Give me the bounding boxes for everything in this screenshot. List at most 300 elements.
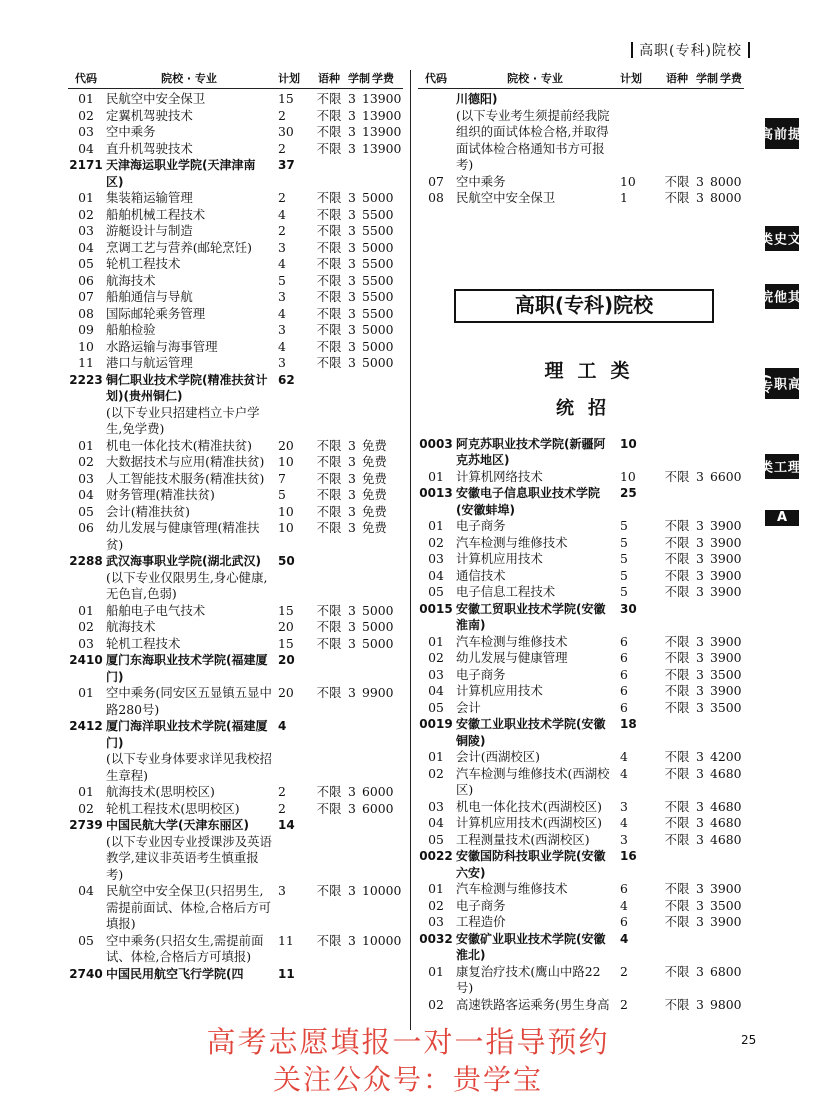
cell-lang: 不限	[316, 470, 342, 486]
col-plan: 计划	[620, 72, 642, 85]
major-row	[418, 749, 744, 766]
cell-years: 3	[696, 897, 704, 913]
cell-fee: 4680	[710, 765, 742, 781]
cell-lang: 不限	[664, 633, 690, 649]
cell-fee: 5000	[362, 190, 394, 205]
cell-name: 计算机应用技术	[456, 683, 543, 698]
cell-code: 03	[78, 223, 94, 238]
major-row	[418, 766, 744, 799]
cell-code: 05	[428, 831, 444, 847]
major-row	[418, 634, 744, 651]
cell-lang: 不限	[664, 765, 690, 781]
cell-code: 02	[428, 534, 444, 550]
cell-lang: 不限	[316, 454, 342, 469]
cell-code: 04	[78, 239, 94, 255]
cell-code: 03	[78, 635, 94, 651]
cell-years: 3	[348, 437, 356, 453]
cell-plan: 20	[278, 653, 295, 667]
col-fee: 学费	[372, 72, 394, 85]
major-row	[418, 832, 744, 849]
major-row	[68, 108, 403, 125]
cell-fee: 4680	[710, 798, 742, 814]
cell-years: 3	[696, 831, 704, 847]
cell-code: 02	[78, 454, 94, 469]
cell-code: 02	[428, 996, 444, 1012]
right-column	[418, 70, 744, 1013]
cell-name: 游艇设计与制造	[106, 223, 193, 238]
cell-name: 安徽工贸职业技术学院(安徽淮南)	[456, 601, 606, 632]
cell-fee: 8000	[710, 173, 742, 189]
school-row	[418, 848, 744, 881]
major-row	[68, 91, 403, 108]
cell-code: 2288	[69, 554, 103, 568]
cell-lang: 不限	[316, 520, 342, 535]
cell-name: 船舶电子电气技术	[106, 602, 206, 618]
cell-lang: 不限	[664, 897, 690, 913]
cell-fee: 5000	[362, 338, 394, 354]
cell-name: 定翼机驾驶技术	[106, 107, 193, 123]
major-row	[418, 190, 744, 207]
cell-fee: 4680	[710, 815, 742, 830]
cell-fee: 13900	[362, 140, 402, 156]
cell-years: 3	[348, 883, 356, 898]
cell-plan: 4	[278, 338, 286, 354]
cell-fee: 10000	[362, 883, 402, 898]
major-row	[418, 964, 744, 997]
major-row	[418, 997, 744, 1014]
cell-code: 09	[78, 322, 94, 337]
cell-fee: 免费	[362, 520, 387, 535]
cell-code: 05	[428, 699, 444, 715]
cell-name: 计算机应用技术(西湖校区)	[456, 815, 602, 830]
cell-years: 3	[348, 685, 356, 700]
school-row	[418, 436, 744, 469]
cell-plan: 25	[620, 486, 637, 500]
cell-name: 安徽矿业职业技术学院(安徽淮北)	[456, 931, 606, 962]
cell-plan: 15	[278, 91, 294, 106]
page-number: 25	[741, 1033, 757, 1047]
cell-plan: 3	[278, 355, 286, 370]
major-row	[68, 438, 403, 455]
cell-years: 3	[348, 932, 356, 948]
cell-code: 01	[78, 784, 94, 799]
cell-fee: 3500	[710, 699, 742, 715]
cell-plan: 6	[620, 666, 628, 682]
cell-lang: 不限	[316, 256, 342, 271]
cell-code: 03	[428, 798, 444, 814]
cell-code: 03	[78, 470, 94, 486]
cell-name: 厦门海洋职业技术学院(福建厦门)	[106, 719, 268, 750]
cell-years: 3	[696, 996, 704, 1012]
cell-fee: 9900	[362, 685, 394, 700]
cell-fee: 5000	[362, 355, 394, 370]
watermark-line-1: 高考志愿填报一对一指导预约	[206, 1025, 610, 1059]
cell-name: 阿克苏职业技术学院(新疆阿克苏地区)	[456, 436, 606, 467]
cell-name: 水路运输与海事管理	[106, 338, 218, 354]
major-row	[68, 273, 403, 290]
cell-name: (以下专业考生须提前经我院组织的面试体检合格,并取得面试体检合格通知书方可报考)	[456, 107, 610, 172]
cell-plan: 4	[620, 749, 628, 764]
cell-fee: 5500	[362, 305, 394, 321]
cell-years: 3	[348, 322, 356, 337]
cell-years: 3	[348, 503, 356, 519]
cell-lang: 不限	[664, 584, 690, 599]
cell-plan: 2	[278, 107, 286, 123]
section-subtitle-2: 统招	[556, 398, 620, 419]
cell-fee: 6000	[362, 784, 394, 799]
major-row	[68, 240, 403, 257]
cell-fee: 免费	[362, 454, 387, 469]
cell-lang: 不限	[316, 784, 342, 799]
cell-code: 04	[428, 815, 444, 830]
cell-years: 3	[348, 487, 356, 502]
note-row	[418, 108, 744, 174]
cell-years: 3	[696, 881, 704, 896]
right-bottom-rows	[418, 436, 744, 1014]
cell-plan: 2	[278, 223, 286, 238]
cell-plan: 4	[620, 897, 628, 913]
cell-name: 空中乘务	[106, 124, 156, 139]
major-row	[68, 603, 403, 620]
major-row	[68, 487, 403, 504]
col-years: 学制	[696, 72, 718, 85]
cell-name: (以下专业身体要求详见我校招生章程)	[106, 751, 272, 783]
side-tab: 提前高职(专科)	[765, 118, 799, 149]
cell-code: 03	[428, 914, 444, 929]
cell-years: 3	[696, 749, 704, 764]
major-row	[68, 784, 403, 801]
header-bar-right	[748, 42, 750, 58]
cell-years: 3	[348, 91, 356, 106]
cell-plan: 3	[278, 239, 286, 255]
cell-lang: 不限	[664, 963, 690, 979]
cell-name: 机电一体化技术(西湖校区)	[456, 798, 602, 814]
cell-lang: 不限	[664, 749, 690, 764]
cell-plan: 10	[278, 454, 294, 469]
cell-name: 烹调工艺与营养(邮轮烹饪)	[106, 239, 252, 255]
cell-lang: 不限	[316, 883, 342, 898]
cell-name: 安徽工业职业技术学院(安徽铜陵)	[456, 717, 606, 748]
cell-plan: 5	[620, 518, 628, 533]
cell-code: 0032	[419, 931, 453, 946]
major-row	[418, 700, 744, 717]
cell-code: 2410	[69, 653, 103, 667]
note-row	[68, 405, 403, 438]
cell-code: 05	[428, 584, 444, 599]
cell-plan: 4	[620, 931, 629, 946]
table-header	[68, 70, 403, 89]
cell-plan: 20	[278, 437, 294, 453]
cell-plan: 50	[278, 554, 295, 568]
cell-fee: 9800	[710, 996, 742, 1012]
cell-name: 民航空中安全保卫	[456, 190, 556, 205]
cell-years: 3	[348, 140, 356, 156]
cell-fee: 3900	[710, 881, 742, 896]
school-row	[418, 485, 744, 518]
major-row	[418, 914, 744, 931]
cell-name: 康复治疗技术(鹰山中路22号)	[456, 963, 601, 995]
cell-lang: 不限	[316, 305, 342, 321]
cell-lang: 不限	[316, 124, 342, 139]
cell-name: 航海技术(思明校区)	[106, 784, 215, 799]
cell-fee: 5500	[362, 223, 394, 238]
cell-name: 电子商务	[456, 897, 506, 913]
cell-lang: 不限	[316, 322, 342, 337]
col-fee: 学费	[720, 72, 742, 85]
major-row	[418, 815, 744, 832]
cell-name: 厦门东海职业技术学院(福建厦门)	[106, 653, 268, 684]
cell-name: 安徽电子信息职业技术学院(安徽蚌埠)	[456, 486, 601, 517]
cell-years: 3	[348, 635, 356, 651]
cell-fee: 免费	[362, 470, 387, 486]
cell-years: 3	[348, 454, 356, 469]
cell-name: 空中乘务(同安区五显镇五显中路280号)	[106, 685, 272, 717]
school-row	[68, 553, 403, 570]
cell-years: 3	[348, 190, 356, 205]
cell-plan: 37	[278, 158, 295, 172]
cell-fee: 3900	[710, 650, 742, 665]
cell-fee: 3900	[710, 551, 742, 566]
cell-name: 财务管理(精准扶贫)	[106, 487, 215, 502]
cell-code: 01	[428, 881, 444, 896]
cell-years: 3	[348, 470, 356, 486]
school-row	[68, 718, 403, 751]
major-row	[418, 551, 744, 568]
table-header	[418, 70, 744, 89]
cell-fee: 3500	[710, 897, 742, 913]
cell-code: 04	[78, 140, 94, 156]
cell-name: 通信技术	[456, 567, 506, 583]
cell-plan: 6	[620, 881, 628, 896]
cell-plan: 6	[620, 633, 628, 649]
cell-years: 3	[348, 800, 356, 816]
cell-lang: 不限	[316, 932, 342, 948]
header-text: 高职(专科)院校	[639, 43, 742, 59]
cell-plan: 10	[278, 520, 294, 535]
major-row	[68, 685, 403, 718]
cell-lang: 不限	[316, 190, 342, 205]
cell-code: 04	[78, 883, 94, 898]
cell-years: 3	[696, 914, 704, 929]
side-tab: 其他院校	[765, 284, 799, 309]
cell-name: 川德阳)	[456, 92, 498, 106]
cell-lang: 不限	[664, 518, 690, 533]
cell-years: 3	[348, 124, 356, 139]
cell-fee: 免费	[362, 437, 387, 453]
cell-years: 3	[348, 107, 356, 123]
cell-lang: 不限	[664, 815, 690, 830]
cell-lang: 不限	[664, 831, 690, 847]
cell-fee: 免费	[362, 487, 387, 502]
cell-fee: 13900	[362, 107, 402, 123]
cell-fee: 4680	[710, 831, 742, 847]
cell-code: 05	[78, 256, 94, 271]
cell-years: 3	[348, 305, 356, 321]
section-title: 高职(专科)院校	[454, 289, 714, 323]
cell-plan: 20	[278, 685, 294, 700]
major-row	[68, 520, 403, 553]
cell-plan: 5	[620, 584, 628, 599]
cell-name: 轮机工程技术(思明校区)	[106, 800, 240, 816]
school-row	[418, 931, 744, 964]
major-row	[68, 322, 403, 339]
cell-plan: 5	[278, 272, 286, 288]
cell-lang: 不限	[664, 551, 690, 566]
cell-lang: 不限	[316, 272, 342, 288]
cell-fee: 10000	[362, 932, 402, 948]
cell-plan: 30	[620, 601, 637, 616]
cell-name: 安徽国防科技职业学院(安徽六安)	[456, 849, 606, 880]
col-code: 代码	[75, 72, 97, 85]
major-row	[418, 535, 744, 552]
cell-code: 2740	[69, 966, 103, 981]
cell-plan: 2	[278, 800, 286, 816]
cell-fee: 3900	[710, 534, 742, 550]
cell-plan: 20	[278, 619, 294, 634]
cell-years: 3	[348, 784, 356, 799]
cell-name: 工程造价	[456, 914, 506, 929]
cell-years: 3	[696, 765, 704, 781]
cell-name: 空中乘务	[456, 173, 506, 189]
cell-plan: 5	[620, 534, 628, 550]
cell-lang: 不限	[664, 683, 690, 698]
cell-lang: 不限	[316, 635, 342, 651]
cell-name: 铜仁职业技术学院(精准扶贫计划)(贵州铜仁)	[106, 372, 268, 403]
major-row	[418, 683, 744, 700]
cell-name: 计算机网络技术	[456, 468, 543, 484]
cell-plan: 4	[620, 765, 628, 781]
major-row	[68, 207, 403, 224]
cell-name: 船舶检验	[106, 322, 156, 337]
school-row	[418, 91, 744, 108]
cell-name: 船舶机械工程技术	[106, 206, 206, 222]
school-row	[68, 157, 403, 190]
side-tab: 高职(专科)	[765, 368, 799, 399]
cell-plan: 16	[620, 849, 637, 863]
side-tab: A	[765, 510, 799, 526]
cell-fee: 3500	[710, 666, 742, 682]
cell-plan: 15	[278, 602, 294, 618]
cell-name: 汽车检测与维修技术	[456, 633, 568, 649]
cell-plan: 2	[278, 784, 286, 799]
cell-name: 会计(精准扶贫)	[106, 503, 191, 519]
cell-years: 3	[696, 633, 704, 649]
cell-fee: 5000	[362, 322, 394, 337]
cell-lang: 不限	[316, 487, 342, 502]
cell-fee: 3900	[710, 683, 742, 698]
cell-years: 3	[696, 650, 704, 665]
cell-code: 01	[428, 749, 444, 764]
cell-fee: 6000	[362, 800, 394, 816]
cell-plan: 5	[278, 487, 286, 502]
cell-code: 01	[78, 437, 94, 453]
cell-code: 06	[78, 520, 94, 535]
major-row	[68, 289, 403, 306]
cell-fee: 5500	[362, 272, 394, 288]
cell-plan: 5	[620, 567, 628, 583]
cell-lang: 不限	[316, 91, 342, 106]
cell-name: 人工智能技术服务(精准扶贫)	[106, 470, 265, 486]
major-row	[68, 223, 403, 240]
left-column	[68, 70, 403, 982]
cell-code: 01	[78, 685, 94, 700]
cell-plan: 15	[278, 635, 294, 651]
major-row	[68, 636, 403, 653]
cell-code: 05	[78, 932, 94, 948]
major-row	[418, 584, 744, 601]
cell-lang: 不限	[316, 107, 342, 123]
cell-name: 航海技术	[106, 619, 156, 634]
cell-lang: 不限	[316, 239, 342, 255]
cell-plan: 4	[278, 206, 286, 222]
col-name: 院校 · 专业	[507, 72, 563, 85]
cell-plan: 18	[620, 717, 637, 731]
cell-plan: 3	[278, 322, 286, 337]
cell-lang: 不限	[316, 437, 342, 453]
cell-fee: 5500	[362, 206, 394, 222]
cell-fee: 13900	[362, 124, 402, 139]
cell-name: (以下专业因专业授课涉及英语教学,建议非英语考生慎重报考)	[106, 833, 272, 882]
cell-code: 0022	[419, 849, 453, 863]
cell-plan: 2	[620, 996, 628, 1012]
cell-lang: 不限	[664, 567, 690, 583]
cell-fee: 3900	[710, 518, 742, 533]
cell-name: 民航空中安全保卫(只招男生,需提前面试、体检,合格后方可填报)	[106, 883, 272, 931]
cell-plan: 7	[278, 470, 286, 486]
column-divider	[410, 70, 411, 1030]
left-rows	[68, 91, 403, 982]
cell-fee: 3900	[710, 584, 742, 599]
major-row	[68, 619, 403, 636]
cell-plan: 10	[620, 468, 636, 484]
cell-fee: 5500	[362, 289, 394, 304]
cell-fee: 5000	[362, 239, 394, 255]
cell-years: 3	[348, 239, 356, 255]
cell-years: 3	[696, 190, 704, 205]
cell-name: 天津海运职业学院(天津津南区)	[106, 158, 256, 189]
cell-code: 02	[78, 107, 94, 123]
note-row	[68, 834, 403, 884]
cell-name: 国际邮轮乘务管理	[106, 305, 206, 321]
cell-years: 3	[348, 338, 356, 354]
cell-years: 3	[696, 551, 704, 566]
cell-name: 电子商务	[456, 666, 506, 682]
cell-name: 中国民航大学(天津东丽区)	[106, 818, 249, 832]
cell-code: 01	[78, 91, 94, 106]
major-row	[418, 568, 744, 585]
cell-years: 3	[696, 699, 704, 715]
cell-name: 民航空中安全保卫	[106, 91, 206, 106]
cell-code: 04	[428, 567, 444, 583]
cell-plan: 2	[620, 963, 628, 979]
cell-code: 07	[78, 289, 94, 304]
cell-lang: 不限	[316, 223, 342, 238]
cell-lang: 不限	[316, 800, 342, 816]
cell-plan: 2	[278, 190, 286, 205]
cell-fee: 8000	[710, 190, 742, 205]
cell-plan: 10	[620, 436, 637, 451]
note-row	[68, 570, 403, 603]
cell-code: 05	[78, 503, 94, 519]
cell-fee: 5000	[362, 619, 394, 634]
cell-code: 2171	[69, 158, 103, 172]
major-row	[418, 881, 744, 898]
cell-plan: 6	[620, 683, 628, 698]
header-bar-left	[631, 42, 633, 58]
note-row	[68, 751, 403, 784]
major-row	[68, 504, 403, 521]
cell-fee: 13900	[362, 91, 402, 106]
